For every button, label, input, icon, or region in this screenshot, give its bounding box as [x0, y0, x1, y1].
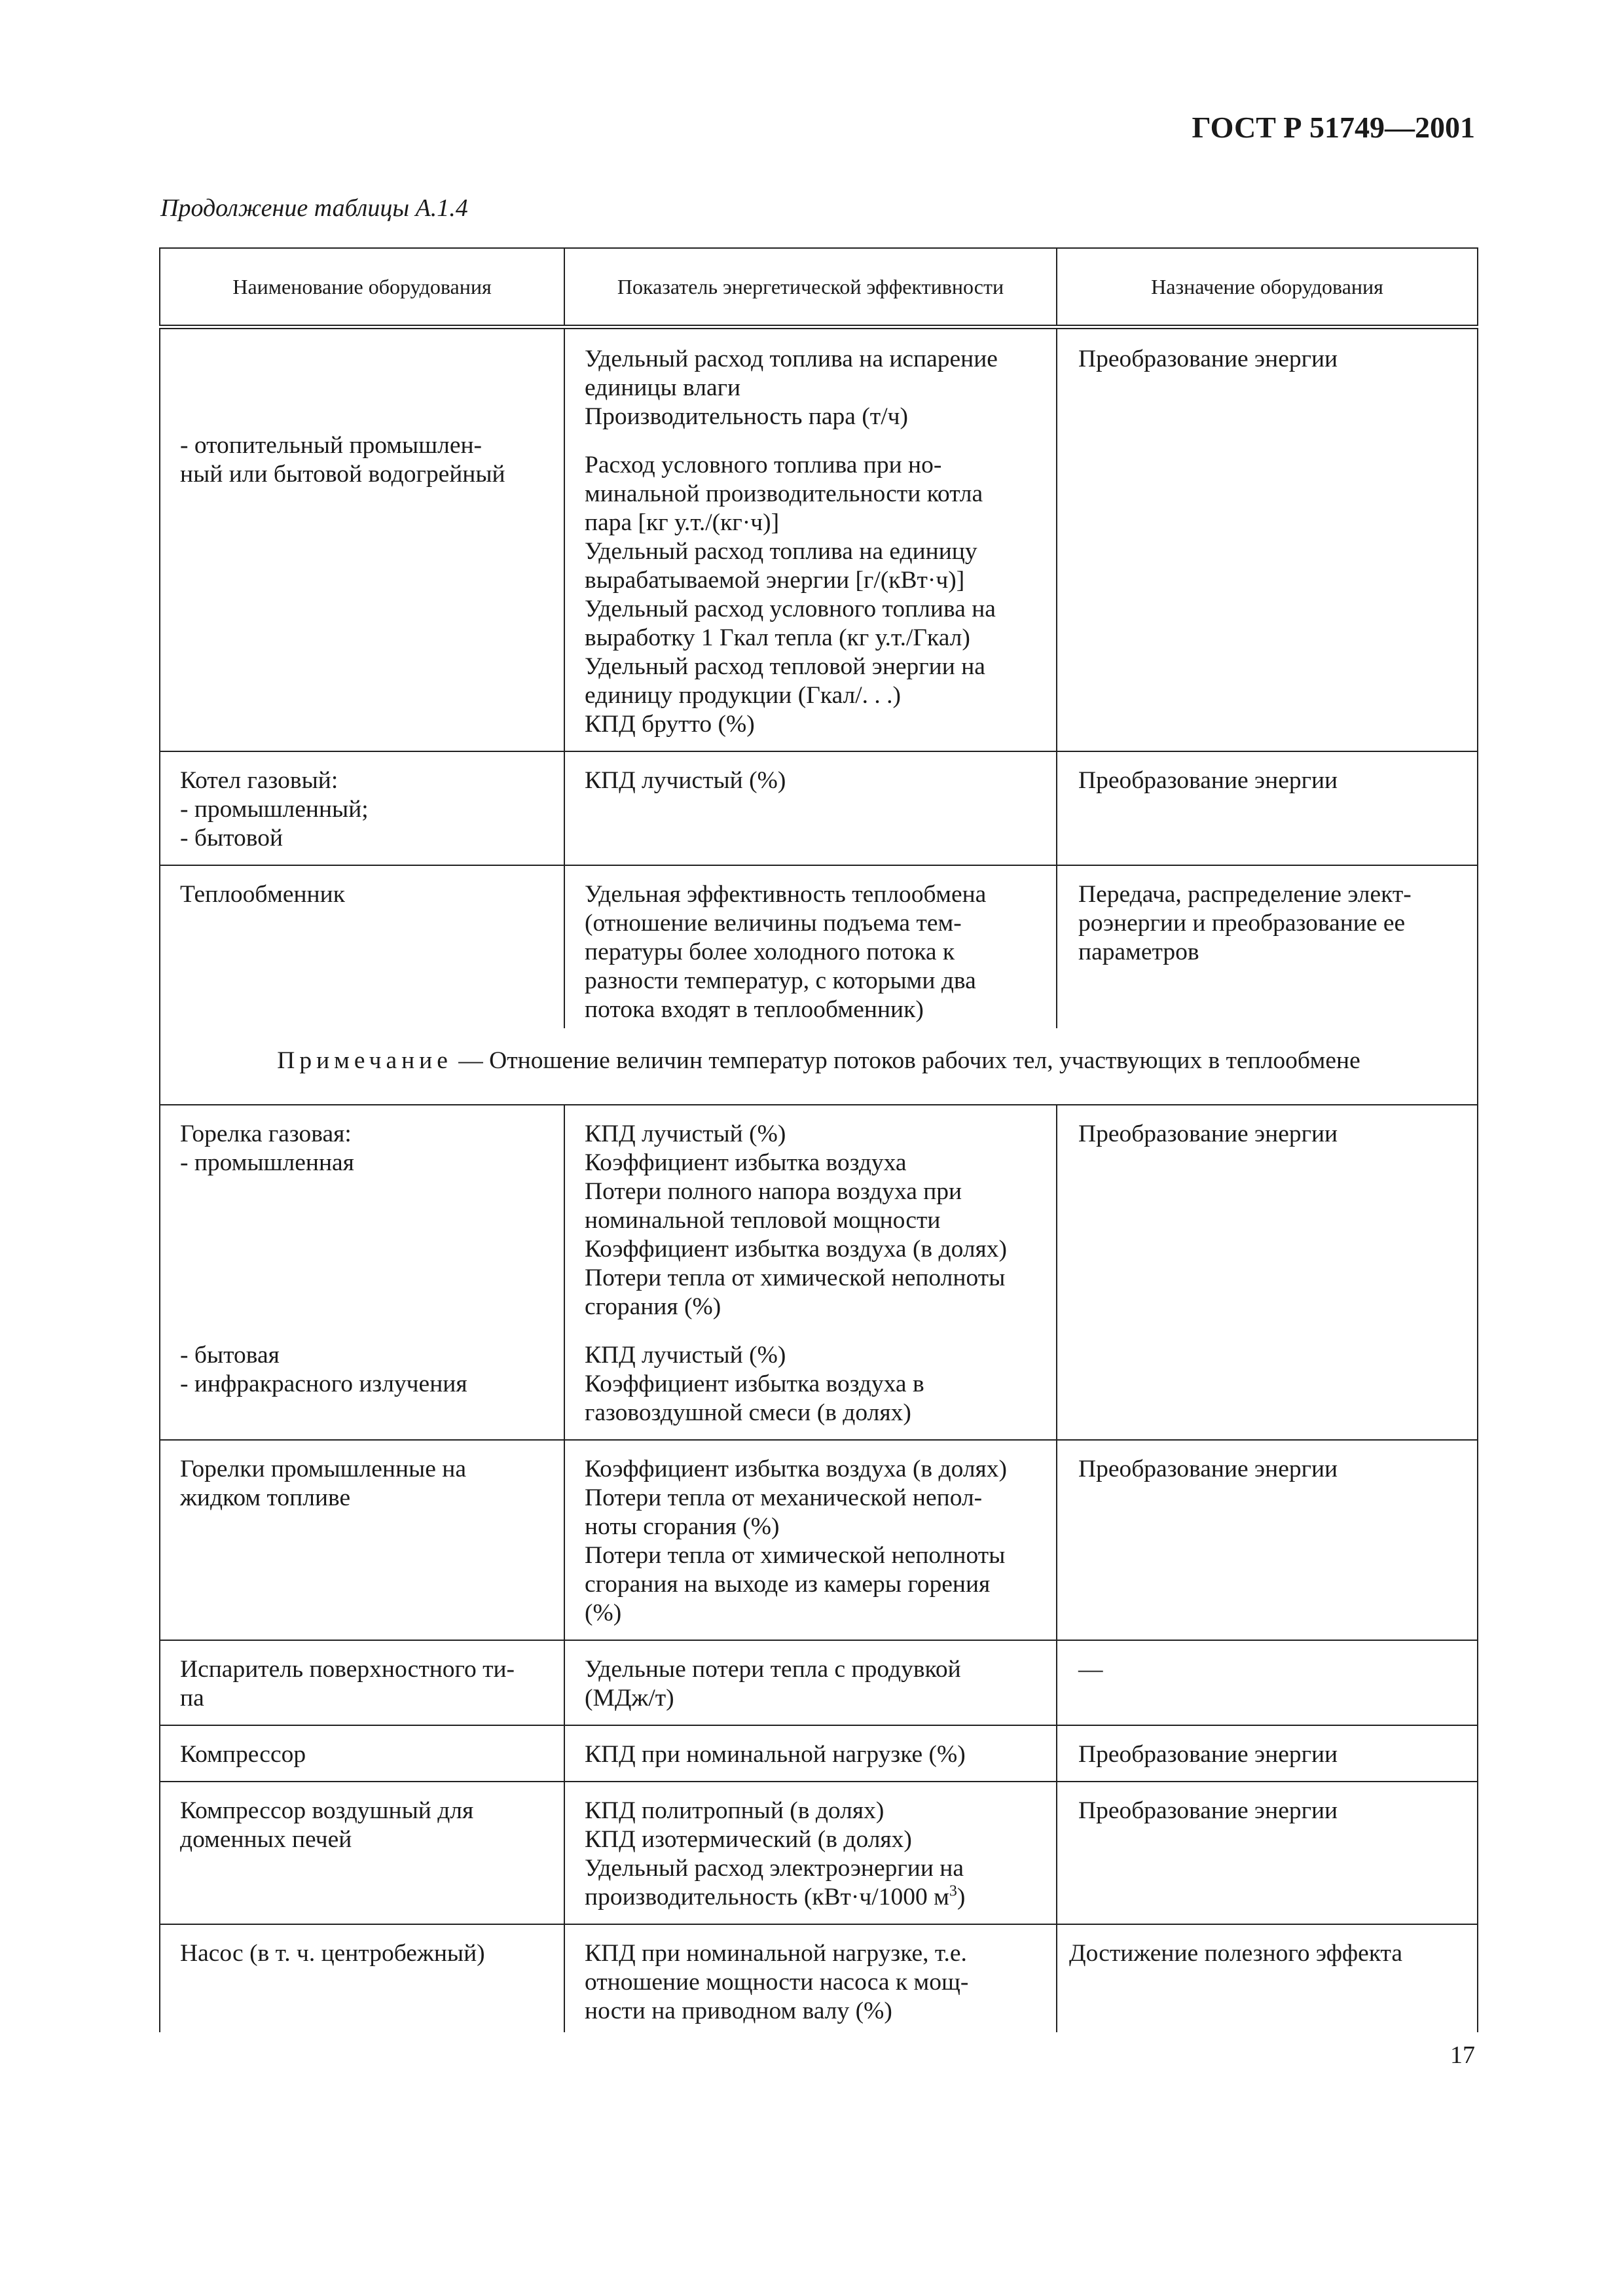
- efficiency-indicator-cell: [564, 1440, 1057, 1640]
- equipment-name-cell: [160, 865, 564, 1028]
- cell-line: минальной производительности котла: [585, 480, 983, 507]
- cell-line: [585, 1883, 1052, 1912]
- cell-line: единицы влаги: [585, 374, 741, 401]
- cell-line: Преобразование энергии: [1078, 1456, 1338, 1482]
- cell-line: Удельная эффективность теплообмена: [585, 881, 987, 908]
- equipment-purpose-cell: [1057, 865, 1478, 1028]
- cell-line: газовоздушной смеси (в долях): [585, 1399, 911, 1426]
- cell-line: Преобразование энергии: [1078, 1797, 1338, 1824]
- efficiency-indicator-cell: [564, 1725, 1057, 1782]
- equipment-name-cell: [160, 1640, 564, 1725]
- efficiency-indicator-cell: [564, 1924, 1057, 2032]
- cell-line: единицу продукции (Гкал/. . .): [585, 682, 902, 709]
- table-row: [160, 1440, 1478, 1640]
- cell-line: Насос (в т. ч. центробежный): [180, 1940, 485, 1967]
- cell-line: Коэффициент избытка воздуха: [585, 1149, 907, 1176]
- cell-line: КПД изотермический (в долях): [585, 1826, 912, 1853]
- cell-line: Передача, распределение элект-: [1078, 881, 1412, 908]
- cell-line: Коэффициент избытка воздуха в: [585, 1371, 924, 1397]
- efficiency-indicator-cell: [564, 1105, 1057, 1440]
- cell-line: па: [180, 1685, 204, 1712]
- cell-line: Удельные потери тепла с продувкой: [585, 1656, 961, 1683]
- cell-line: вырабатываемой энергии [г/(кВт·ч)]: [585, 567, 965, 594]
- cell-line: потока входят в теплообменник): [585, 996, 924, 1023]
- cell-line: - инфракрасного излучения: [180, 1371, 467, 1397]
- efficiency-indicator-cell: [564, 865, 1057, 1028]
- table-note-row: [160, 1028, 1478, 1105]
- cell-line: КПД лучистый (%): [585, 1342, 786, 1369]
- cell-line: Потери тепла от химической неполноты: [585, 1265, 1006, 1291]
- cell-line: отношение мощности насоса к мощ-: [585, 1969, 969, 1996]
- column-header-equipment-purpose: Назначение оборудования: [1057, 248, 1478, 327]
- table-header-row: [160, 248, 1478, 327]
- cell-line: жидком топливе: [180, 1484, 351, 1511]
- cell-line: сгорания на выходе из камеры горения: [585, 1571, 991, 1598]
- cell-line: доменных печей: [180, 1826, 352, 1853]
- table-row: [160, 327, 1478, 752]
- cell-line: разности температур, с которыми два: [585, 967, 976, 994]
- cell-line: КПД при номинальной нагрузке (%): [585, 1741, 966, 1768]
- cell-line: ности на приводном валу (%): [585, 1998, 892, 2024]
- cell-line: (МДж/т): [585, 1685, 674, 1712]
- cell-line: роэнергии и преобразование ее: [1078, 910, 1406, 937]
- equipment-purpose-cell: [1057, 1640, 1478, 1725]
- cell-line: пара [кг у.т./(кг·ч)]: [585, 509, 780, 536]
- equipment-purpose-cell: [1057, 1782, 1478, 1924]
- cell-line: КПД лучистый (%): [585, 1121, 786, 1147]
- superscript: 3: [949, 1882, 957, 1900]
- column-header-efficiency-indicator: Показатель энергетической эффективности: [564, 248, 1057, 327]
- cell-line: параметров: [1078, 939, 1199, 965]
- cell-line: Удельный расход условного топлива на: [585, 596, 996, 622]
- cell-line: Преобразование энергии: [1078, 346, 1338, 372]
- standard-code: ГОСТ Р 51749—2001: [1192, 111, 1475, 144]
- cell-line: Преобразование энергии: [1078, 1121, 1338, 1147]
- equipment-purpose-cell: [1057, 327, 1478, 752]
- cell-line: сгорания (%): [585, 1293, 721, 1320]
- efficiency-indicator-cell: [564, 1782, 1057, 1924]
- cell-line: Преобразование энергии: [1078, 767, 1338, 794]
- cell-line: (отношение величины подъема тем-: [585, 910, 962, 937]
- cell-line: Компрессор: [180, 1741, 306, 1768]
- cell-line: Потери полного напора воздуха при: [585, 1178, 962, 1205]
- cell-line: Удельный расход топлива на испарение: [585, 346, 998, 372]
- equipment-name-cell: [160, 751, 564, 865]
- cell-line: Котел газовый:: [180, 767, 338, 794]
- cell-line: Коэффициент избытка воздуха (в долях): [585, 1456, 1008, 1482]
- cell-line: Достижение полезного эффекта: [1069, 1940, 1403, 1967]
- equipment-name-cell: [160, 327, 564, 752]
- efficiency-indicator-cell: [564, 1640, 1057, 1725]
- cell-line: Горелка газовая:: [180, 1121, 352, 1147]
- cell-line: —: [1078, 1656, 1103, 1683]
- cell-line: Компрессор воздушный для: [180, 1797, 474, 1824]
- note-label: Примечание: [277, 1047, 452, 1074]
- cell-line: Коэффициент избытка воздуха (в долях): [585, 1236, 1008, 1263]
- table-row: [160, 1725, 1478, 1782]
- efficiency-indicator-cell: [564, 751, 1057, 865]
- cell-line: пературы более холодного потока к: [585, 939, 955, 965]
- equipment-purpose-cell: [1057, 1924, 1478, 2032]
- equipment-purpose-cell: [1057, 751, 1478, 865]
- column-header-equipment-name: Наименование оборудования: [160, 248, 564, 327]
- cell-line: - промышленный;: [180, 796, 369, 823]
- equipment-purpose-cell: [1057, 1440, 1478, 1640]
- cell-line: - отопительный промышлен-: [180, 432, 483, 459]
- table-row: [160, 1782, 1478, 1924]
- table-note: [160, 1028, 1478, 1105]
- cell-line: Производительность пара (т/ч): [585, 403, 908, 430]
- cell-line: Потери тепла от химической неполноты: [585, 1542, 1006, 1569]
- cell-line: Горелки промышленные на: [180, 1456, 466, 1482]
- equipment-purpose-cell: [1057, 1725, 1478, 1782]
- equipment-name-cell: [160, 1105, 564, 1440]
- table-caption: Продолжение таблицы А.1.4: [160, 194, 468, 222]
- table-row: [160, 1105, 1478, 1440]
- unit-text-close: ): [957, 1884, 966, 1910]
- cell-line: номинальной тепловой мощности: [585, 1207, 941, 1234]
- cell-line: Удельный расход электроэнергии на: [585, 1855, 964, 1882]
- cell-line: - бытовая: [180, 1342, 280, 1369]
- cell-line: Расход условного топлива при но-: [585, 452, 942, 478]
- equipment-name-cell: [160, 1782, 564, 1924]
- cell-line: КПД при номинальной нагрузке, т.е.: [585, 1940, 967, 1967]
- cell-line: - промышленная: [180, 1149, 354, 1176]
- cell-line: Испаритель поверхностного ти-: [180, 1656, 515, 1683]
- equipment-name-cell: [160, 1725, 564, 1782]
- table-row: [160, 1924, 1478, 2032]
- cell-line: (%): [585, 1600, 622, 1626]
- cell-line: Преобразование энергии: [1078, 1741, 1338, 1768]
- cell-line: Потери тепла от механической непол-: [585, 1484, 983, 1511]
- cell-line: КПД политропный (в долях): [585, 1797, 884, 1824]
- cell-line: ноты сгорания (%): [585, 1513, 780, 1540]
- cell-line: выработку 1 Гкал тепла (кг у.т./Гкал): [585, 624, 970, 651]
- cell-line: - бытовой: [180, 825, 283, 852]
- cell-line: Удельный расход топлива на единицу: [585, 538, 977, 565]
- equipment-name-cell: [160, 1924, 564, 2032]
- equipment-purpose-cell: [1057, 1105, 1478, 1440]
- equipment-table: [159, 247, 1478, 2032]
- page-number: 17: [1450, 2041, 1475, 2069]
- efficiency-indicator-cell: [564, 327, 1057, 752]
- table-row: [160, 865, 1478, 1028]
- cell-line: Удельный расход тепловой энергии на: [585, 653, 985, 680]
- cell-line: ный или бытовой водогрейный: [180, 461, 505, 488]
- cell-line: КПД лучистый (%): [585, 767, 786, 794]
- cell-line: Теплообменник: [180, 881, 345, 908]
- note-text: — Отношение величин температур потоков рабочих тел, участвующих в теплообмене: [452, 1047, 1360, 1074]
- unit-text: производительность (кВт·ч/1000 м: [585, 1884, 949, 1910]
- equipment-name-cell: [160, 1440, 564, 1640]
- cell-line: КПД брутто (%): [585, 711, 755, 738]
- table-row: [160, 751, 1478, 865]
- table-row: [160, 1640, 1478, 1725]
